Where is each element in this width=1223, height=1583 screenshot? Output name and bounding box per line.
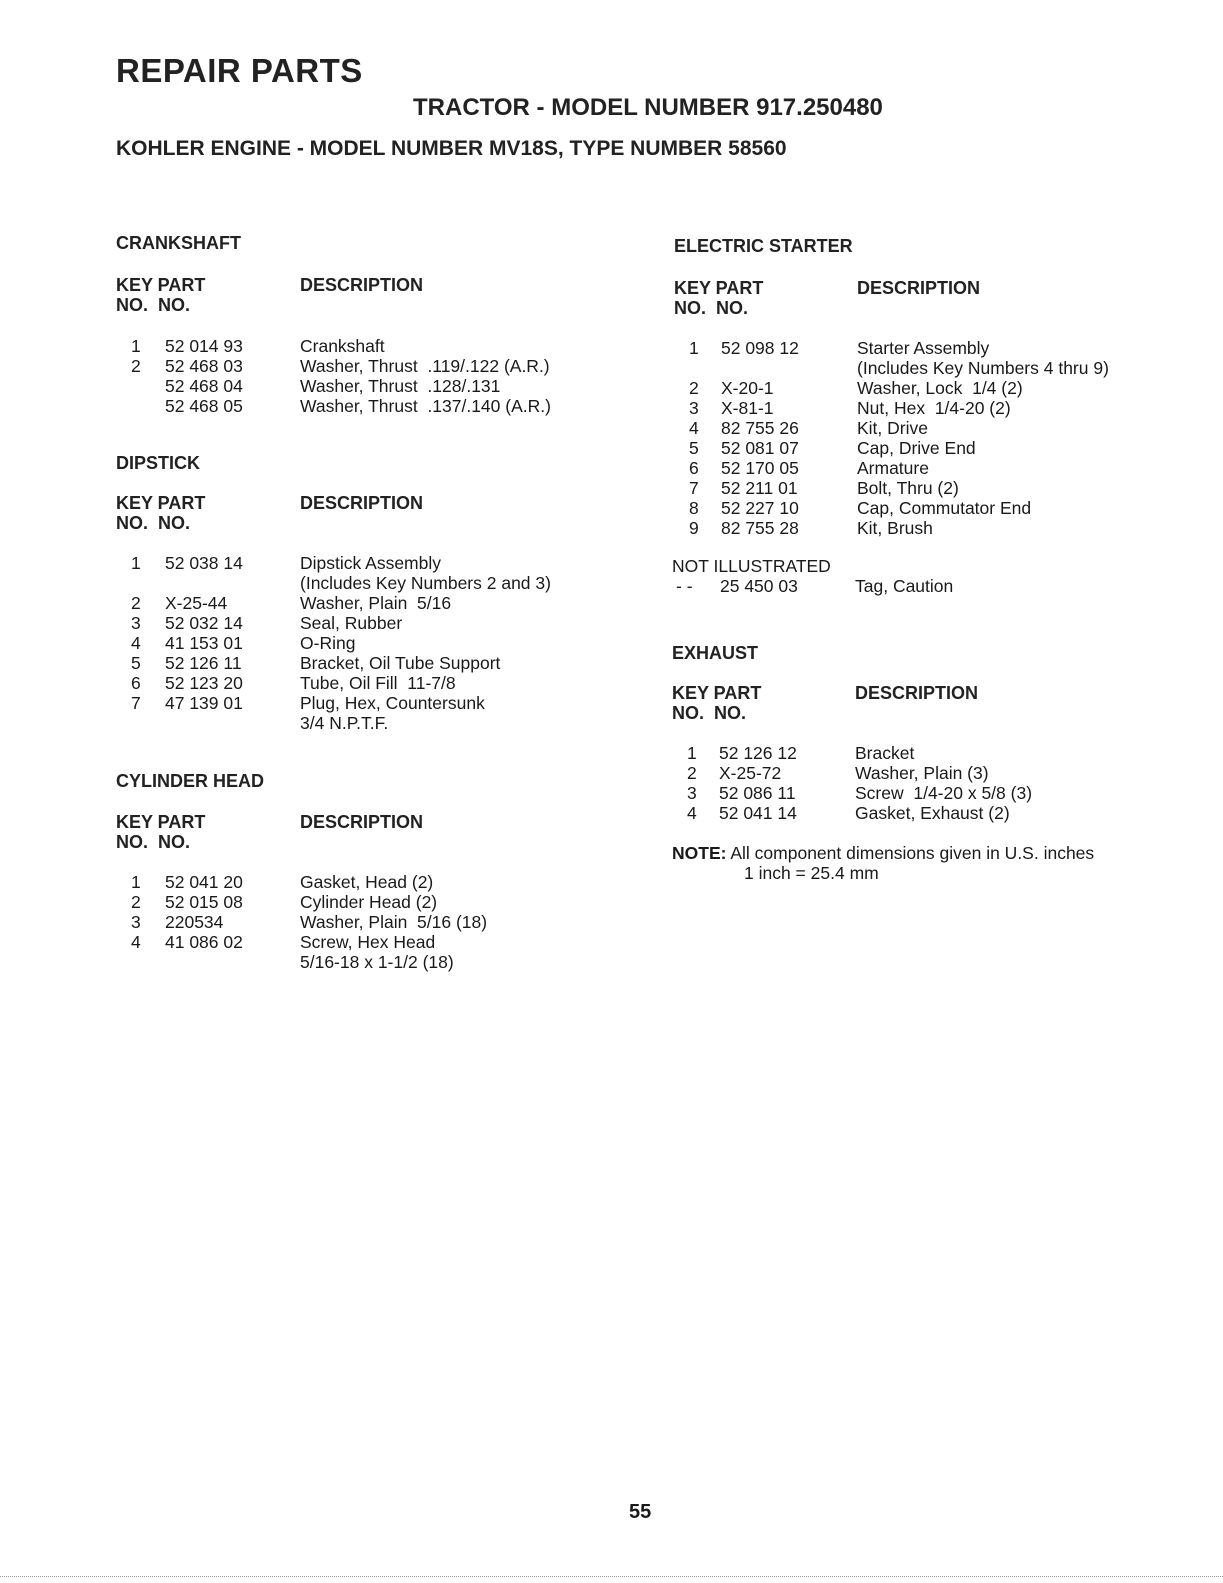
column-header-no-line2: NO. NO. (116, 295, 191, 315)
part-number: 47 139 01 (165, 693, 243, 713)
table-row (0, 803, 1220, 823)
column-header-key-part-line1: KEY PART (674, 278, 764, 298)
part-description: (Includes Key Numbers 4 thru 9) (857, 358, 1109, 378)
key-number: 3 (689, 398, 699, 418)
table-row (0, 553, 620, 573)
part-number: 52 014 93 (165, 336, 243, 356)
part-number: 52 086 11 (719, 783, 796, 803)
key-number: 4 (131, 932, 141, 952)
part-number: 52 211 01 (721, 478, 798, 498)
column-header-description: DESCRIPTION (300, 493, 424, 513)
part-number: 52 015 08 (165, 892, 243, 912)
section-title-exhaust: EXHAUST (672, 643, 759, 663)
part-description: Gasket, Exhaust (2) (855, 803, 1010, 823)
table-row (0, 673, 620, 693)
part-number: 52 468 04 (165, 376, 243, 396)
part-number: 41 153 01 (165, 633, 243, 653)
table-row (0, 713, 620, 733)
key-number: 4 (689, 418, 699, 438)
key-number: 6 (131, 673, 141, 693)
part-description: Screw 1/4-20 x 5/8 (3) (855, 783, 1033, 803)
key-number: 3 (131, 912, 141, 932)
page-title: REPAIR PARTS (116, 52, 363, 89)
table-row (0, 633, 620, 653)
table-row (0, 952, 620, 972)
part-number: 52 098 12 (721, 338, 799, 358)
table-row (0, 593, 620, 613)
section-title-cylinder-head: CYLINDER HEAD (116, 771, 265, 791)
part-description: Dipstick Assembly (300, 553, 442, 573)
column-header-key-part (672, 683, 761, 723)
key-number: 7 (689, 478, 699, 498)
part-description: Tag, Caution (855, 576, 954, 596)
part-description: (Includes Key Numbers 2 and 3) (300, 573, 551, 593)
part-description: Washer, Thrust .128/.131 (300, 376, 501, 396)
part-description: Nut, Hex 1/4-20 (2) (857, 398, 1011, 418)
key-number: 2 (687, 763, 697, 783)
part-number: 52 123 20 (165, 673, 243, 693)
part-description: Gasket, Head (2) (300, 872, 434, 892)
table-row (0, 418, 1220, 438)
part-description: 5/16-18 x 1-1/2 (18) (300, 952, 454, 972)
key-number: 2 (131, 593, 141, 613)
part-description: Kit, Brush (857, 518, 933, 538)
part-number: X-25-72 (719, 763, 782, 783)
part-description: Washer, Plain 5/16 (300, 593, 452, 613)
key-number: 6 (689, 458, 699, 478)
part-number: 52 081 07 (721, 438, 799, 458)
key-number: - - (676, 576, 693, 596)
key-number: 5 (689, 438, 699, 458)
column-header-key-part (674, 278, 763, 318)
engine-model-heading: KOHLER ENGINE - MODEL NUMBER MV18S, TYPE NUMBER 58560 (116, 137, 787, 160)
table-row (0, 576, 1220, 596)
column-header-key-part-line1: KEY PART (116, 493, 206, 513)
part-number: 41 086 02 (165, 932, 243, 952)
part-description: Bolt, Thru (2) (857, 478, 959, 498)
key-number: 2 (689, 378, 699, 398)
part-number: 82 755 26 (721, 418, 799, 438)
note-conversion: 1 inch = 25.4 mm (744, 863, 879, 883)
part-description: Washer, Thrust .137/.140 (A.R.) (300, 396, 551, 416)
table-row (0, 783, 1220, 803)
key-number: 8 (689, 498, 699, 518)
key-number: 4 (131, 633, 141, 653)
table-row (0, 358, 1220, 378)
part-number: X-81-1 (721, 398, 774, 418)
table-row (0, 912, 620, 932)
key-number: 1 (131, 553, 141, 573)
part-number: 52 126 11 (165, 653, 242, 673)
column-header-key-part-line1: KEY PART (116, 275, 206, 295)
table-row (0, 458, 1220, 478)
section-title-electric-starter: ELECTRIC STARTER (674, 236, 853, 256)
table-row (0, 338, 1220, 358)
key-number: 1 (131, 872, 141, 892)
table-row (0, 378, 1220, 398)
table-row (0, 478, 1220, 498)
part-number: 52 038 14 (165, 553, 243, 573)
part-description: Cap, Commutator End (857, 498, 1032, 518)
part-number: 52 227 10 (721, 498, 799, 518)
part-number: 52 041 14 (719, 803, 797, 823)
part-description: O-Ring (300, 633, 356, 653)
page-number: 55 (629, 1501, 652, 1523)
part-description: Cap, Drive End (857, 438, 976, 458)
part-number: 52 468 03 (165, 356, 243, 376)
part-description: Tube, Oil Fill 11-7/8 (300, 673, 456, 693)
table-row (0, 872, 620, 892)
table-row (0, 763, 1220, 783)
part-description: Washer, Lock 1/4 (2) (857, 378, 1023, 398)
part-number: 25 450 03 (720, 576, 798, 596)
part-description: Washer, Thrust .119/.122 (A.R.) (300, 356, 550, 376)
section-title-crankshaft: CRANKSHAFT (116, 233, 241, 253)
note-text: All component dimensions given in U.S. inches (730, 843, 1095, 863)
column-header-no-line2: NO. NO. (672, 703, 747, 723)
column-header-key-part (116, 275, 205, 315)
part-number: X-25-44 (165, 593, 228, 613)
part-number: X-20-1 (721, 378, 774, 398)
column-header-description: DESCRIPTION (857, 278, 981, 298)
key-number: 2 (131, 356, 141, 376)
key-number: 7 (131, 693, 141, 713)
column-header-no-line2: NO. NO. (116, 513, 191, 533)
part-number: 52 170 05 (721, 458, 799, 478)
column-header-key-part-line1: KEY PART (116, 812, 206, 832)
not-illustrated-label: NOT ILLUSTRATED (672, 556, 831, 576)
note-label: NOTE: (672, 843, 727, 863)
part-number: 220534 (165, 912, 224, 932)
table-row (0, 498, 1220, 518)
key-number: 5 (131, 653, 141, 673)
part-description: Armature (857, 458, 929, 478)
tractor-model-heading: TRACTOR - MODEL NUMBER 917.250480 (413, 94, 883, 121)
column-header-no-line2: NO. NO. (116, 832, 191, 852)
part-description: Seal, Rubber (300, 613, 403, 633)
part-description: Crankshaft (300, 336, 385, 356)
table-row (0, 693, 620, 713)
part-description: Plug, Hex, Countersunk (300, 693, 485, 713)
part-number: 52 126 12 (719, 743, 797, 763)
table-row (0, 932, 620, 952)
table-row (0, 518, 1220, 538)
part-description: Cylinder Head (2) (300, 892, 438, 912)
part-description: Bracket, Oil Tube Support (300, 653, 501, 673)
page-bottom-border (0, 1576, 1223, 1577)
table-row (0, 743, 1220, 763)
table-row (0, 653, 620, 673)
part-number: 52 468 05 (165, 396, 243, 416)
column-header-no-line2: NO. NO. (674, 298, 749, 318)
key-number: 2 (131, 892, 141, 912)
part-description: Kit, Drive (857, 418, 928, 438)
part-number: 82 755 28 (721, 518, 799, 538)
part-number: 52 032 14 (165, 613, 243, 633)
table-row (0, 892, 620, 912)
key-number: 1 (689, 338, 699, 358)
part-description: Screw, Hex Head (300, 932, 436, 952)
key-number: 1 (687, 743, 697, 763)
column-header-key-part-line1: KEY PART (672, 683, 762, 703)
key-number: 1 (131, 336, 141, 356)
column-header-description: DESCRIPTION (300, 812, 424, 832)
note (672, 843, 1094, 863)
part-number: 52 041 20 (165, 872, 243, 892)
column-header-description: DESCRIPTION (300, 275, 424, 295)
part-description: Bracket (855, 743, 915, 763)
section-title-dipstick: DIPSTICK (116, 453, 201, 473)
key-number: 4 (687, 803, 697, 823)
table-row (0, 613, 620, 633)
part-description: Starter Assembly (857, 338, 990, 358)
key-number: 3 (131, 613, 141, 633)
table-row (0, 398, 1220, 418)
part-description: Washer, Plain (3) (855, 763, 989, 783)
part-description: Washer, Plain 5/16 (18) (300, 912, 488, 932)
key-number: 9 (689, 518, 699, 538)
table-row (0, 438, 1220, 458)
part-description: 3/4 N.P.T.F. (300, 713, 389, 733)
column-header-description: DESCRIPTION (855, 683, 979, 703)
key-number: 3 (687, 783, 697, 803)
